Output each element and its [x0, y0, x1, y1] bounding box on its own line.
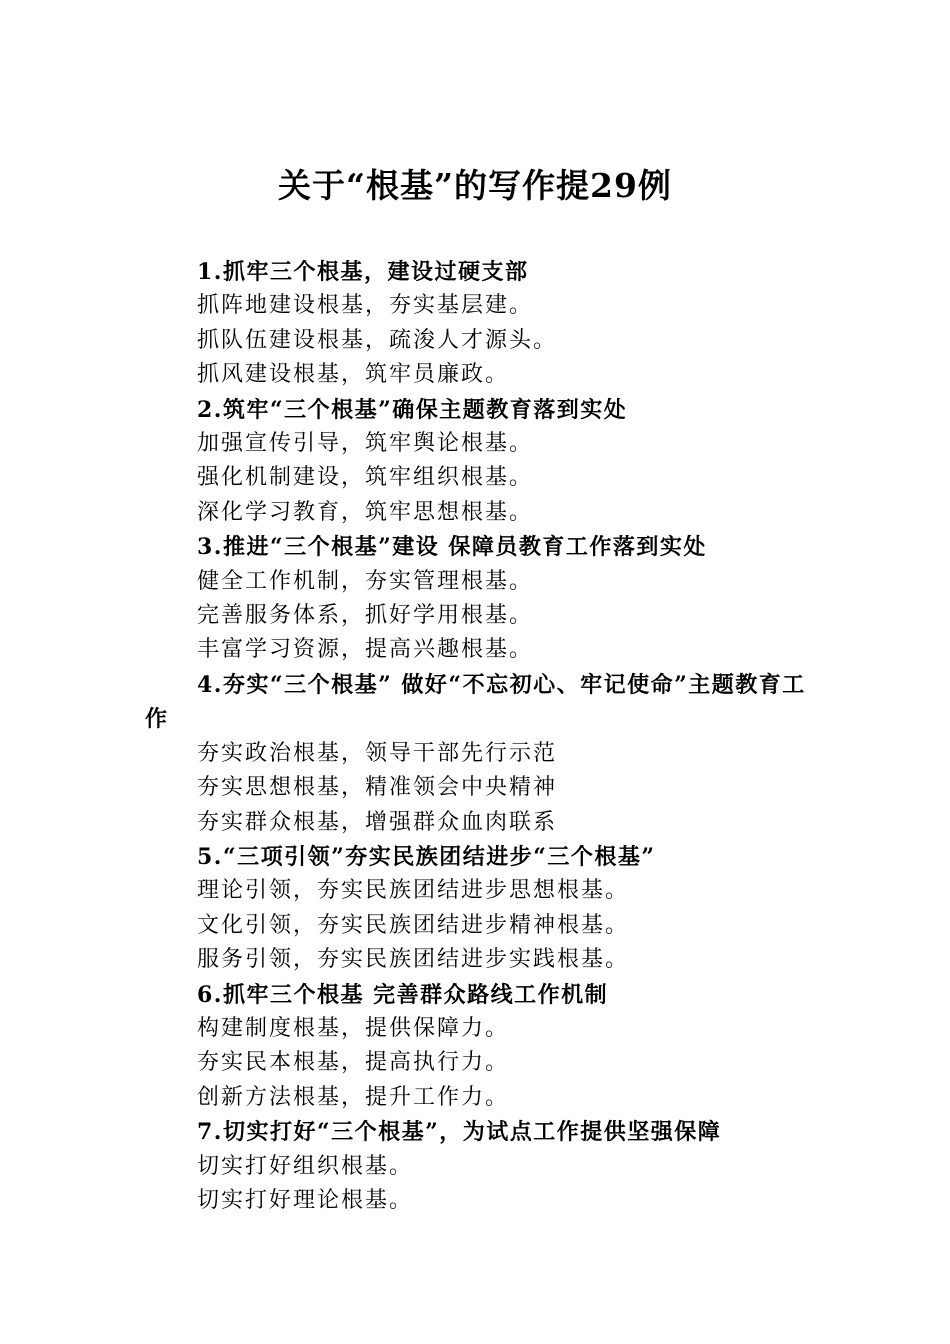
section-4: [145, 668, 815, 840]
section-heading: 7.切实打好“三个根基”，为试点工作提供坚强保障: [197, 1119, 722, 1146]
list-item: 构建制度根基，提供保障力。: [197, 1015, 510, 1041]
list-item: 夯实政治根基，领导干部先行示范: [197, 740, 558, 766]
list-item: 理论引领，夯实民族团结进步思想根基。: [197, 878, 630, 904]
section-3: [145, 530, 815, 668]
list-item: 夯实群众根基，增强群众血肉联系: [197, 809, 558, 835]
section-2: [145, 393, 815, 531]
list-item: 健全工作机制，夯实管理根基。: [197, 568, 534, 594]
section-1: [145, 255, 815, 393]
section-heading: 5.“三项引领”夯实民族团结进步“三个根基”: [197, 843, 656, 870]
list-item: 深化学习教育，筑牢思想根基。: [197, 499, 534, 525]
list-item: 完善服务体系，抓好学用根基。: [197, 603, 534, 629]
section-heading: 3.推进“三个根基”建设 保障员教育工作落到实处: [197, 534, 707, 561]
list-item: 抓队伍建设根基，疏浚人才源头。: [197, 327, 558, 353]
list-item: 强化机制建设，筑牢组织根基。: [197, 465, 534, 491]
list-item: 服务引领，夯实民族团结进步实践根基。: [197, 947, 630, 973]
section-heading: 6.抓牢三个根基 完善群众路线工作机制: [197, 981, 609, 1008]
list-item: 切实打好理论根基。: [197, 1187, 414, 1213]
list-item: 切实打好组织根基。: [197, 1153, 414, 1179]
document-body: [145, 255, 815, 1218]
list-item: 创新方法根基，提升工作力。: [197, 1084, 510, 1110]
list-item: 夯实民本根基，提高执行力。: [197, 1050, 510, 1076]
document-title: 关于“根基”的写作提29例: [278, 166, 672, 205]
list-item: 加强宣传引导，筑牢舆论根基。: [197, 431, 534, 457]
section-heading: 1.抓牢三个根基，建设过硬支部: [197, 259, 529, 285]
section-7: [145, 1115, 815, 1218]
section-heading: 4.夯实“三个根基” 做好“不忘初心、牢记使命”主题教育工作: [145, 671, 806, 733]
section-6: [145, 978, 815, 1116]
list-item: 抓阵地建设根基，夯实基层建。: [197, 293, 534, 319]
list-item: 文化引领，夯实民族团结进步精神根基。: [197, 912, 630, 938]
list-item: 丰富学习资源，提高兴趣根基。: [197, 637, 534, 663]
list-item: 抓风建设根基，筑牢员廉政。: [197, 362, 510, 388]
list-item: 夯实思想根基，精准领会中央精神: [197, 775, 558, 801]
section-5: [145, 840, 815, 978]
section-heading: 2.筑牢“三个根基”确保主题教育落到实处: [197, 396, 628, 423]
